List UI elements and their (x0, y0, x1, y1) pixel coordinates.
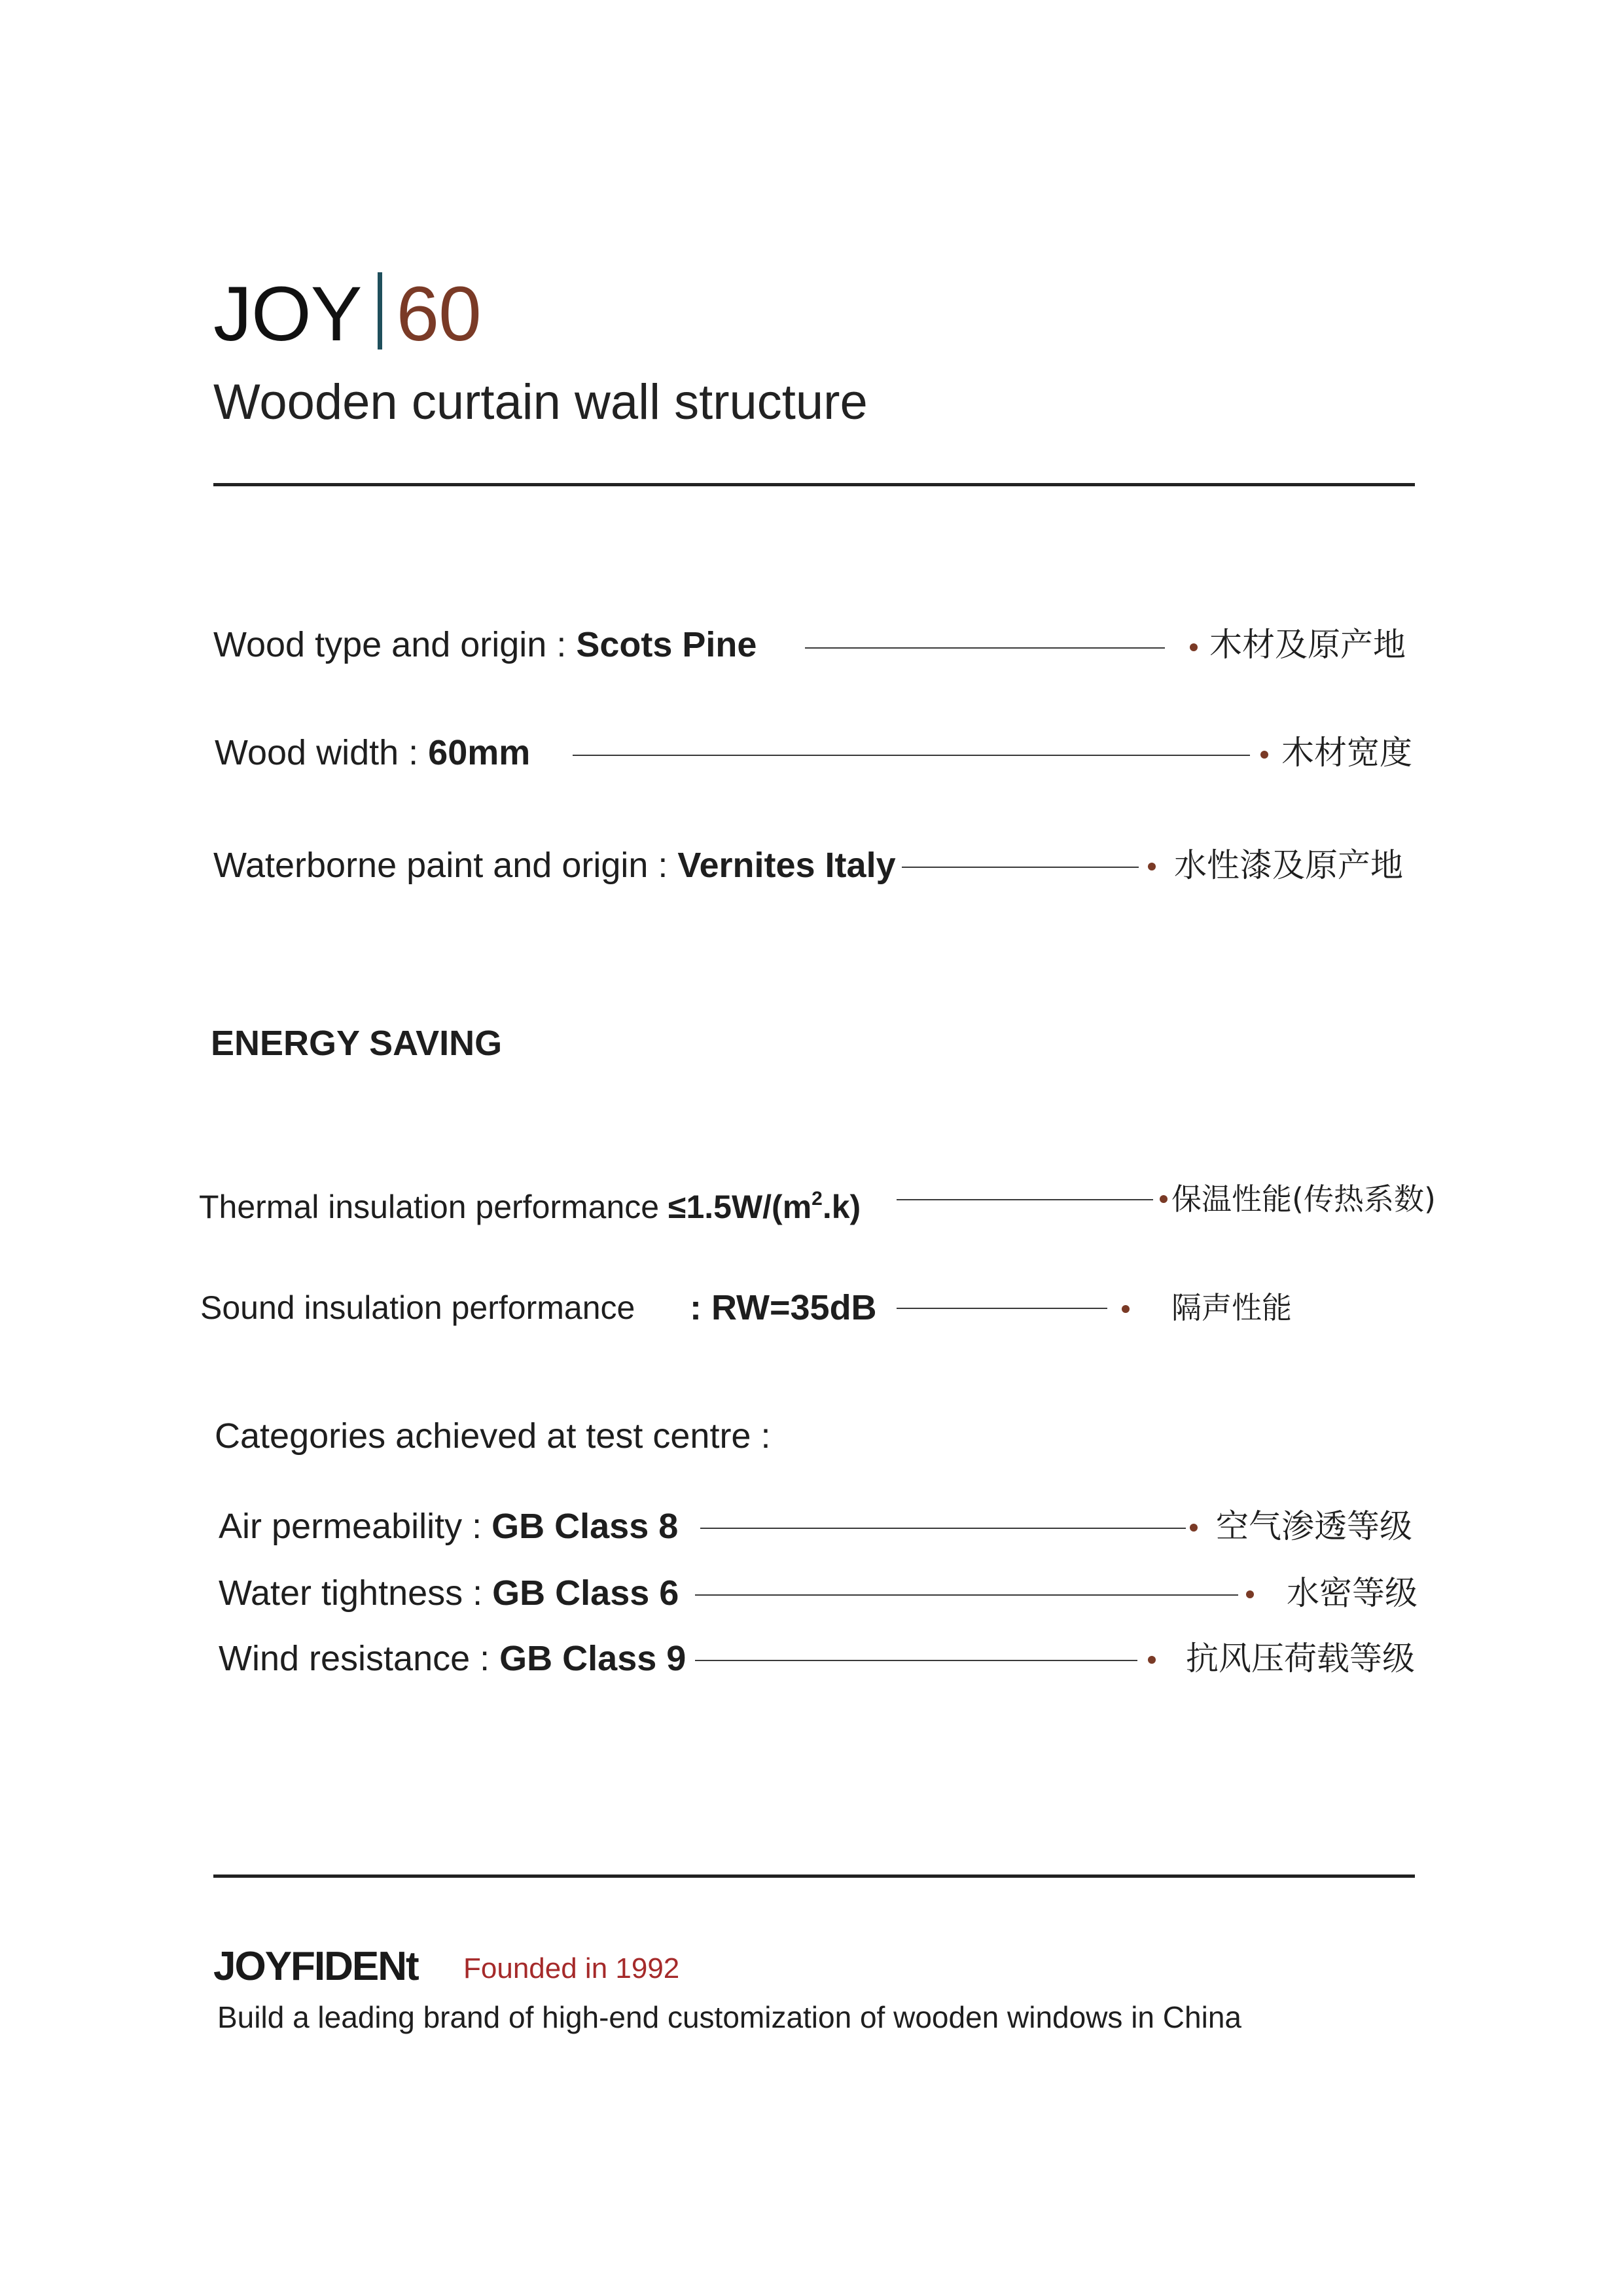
thermal-value: $\le 1.5W/(m^2.k)$ (668, 1188, 861, 1225)
category-row-wind (219, 1638, 686, 1679)
category-value: GB Class 8 (491, 1507, 679, 1546)
bullet-dot (1190, 1524, 1198, 1532)
spec-value: Vernites Italy (677, 846, 896, 885)
leader-line (695, 1594, 1238, 1596)
leader-line (897, 1199, 1153, 1200)
leader-line (700, 1528, 1186, 1529)
spec-cn-label: 水性漆及原产地 (1174, 846, 1403, 884)
bullet-dot (1260, 751, 1268, 759)
category-row-air (219, 1505, 678, 1547)
category-label: Water tightness : (219, 1573, 493, 1613)
sound-value: : RW=35dB (690, 1288, 877, 1327)
spec-value: Scots Pine (576, 625, 757, 664)
top-divider (213, 483, 1415, 486)
bullet-dot (1122, 1305, 1130, 1313)
category-label: Wind resistance : (219, 1639, 500, 1678)
spec-row-wood-width (215, 732, 530, 774)
sound-cn-label: 隔声性能 (1171, 1290, 1292, 1325)
category-value: GB Class 6 (492, 1573, 679, 1613)
bullet-dot (1160, 1195, 1168, 1203)
spec-row-paint (213, 844, 896, 886)
bullet-dot (1148, 863, 1156, 870)
categories-heading: Categories achieved at test centre : (215, 1416, 771, 1456)
spec-label: Wood type and origin : (213, 625, 577, 664)
spec-row-wood-type (213, 624, 757, 666)
page-title (213, 268, 481, 360)
category-value: GB Class 9 (499, 1639, 687, 1678)
tagline-text: Build a leading brand of high-end customization of wooden windows in China (217, 2000, 1241, 2034)
spec-cn-label: 木材宽度 (1281, 734, 1412, 772)
brand-logo: JOYFIDENt (213, 1944, 418, 1989)
category-cn-label: 空气渗透等级 (1216, 1507, 1412, 1545)
leader-line (805, 647, 1165, 649)
bullet-dot (1246, 1590, 1254, 1598)
thermal-row (199, 1178, 861, 1228)
bottom-divider (213, 1874, 1415, 1878)
spec-label: Waterborne paint and origin : (213, 846, 678, 885)
energy-saving-heading: ENERGY SAVING (211, 1024, 503, 1063)
page-subtitle: Wooden curtain wall structure (213, 374, 868, 430)
category-label: Air permeability : (219, 1507, 492, 1546)
title-joy: JOY (213, 271, 362, 357)
category-row-water (219, 1572, 679, 1614)
thermal-cn-label: 保温性能(传热系数) (1171, 1181, 1436, 1217)
thermal-label: Thermal insulation performance (199, 1189, 660, 1225)
founded-text: Founded in 1992 (463, 1952, 680, 1984)
sound-label: Sound insulation performance (200, 1289, 635, 1326)
bullet-dot (1148, 1656, 1156, 1664)
title-number: 60 (396, 271, 481, 357)
leader-line (573, 755, 1250, 756)
spec-value: 60mm (428, 733, 531, 772)
spec-label: Wood width : (215, 733, 429, 772)
leader-line (695, 1660, 1137, 1661)
category-cn-label: 抗风压荷载等级 (1186, 1640, 1415, 1677)
spec-cn-label: 木材及原产地 (1209, 626, 1406, 664)
leader-line (902, 867, 1139, 868)
title-divider (378, 272, 382, 350)
leader-line (897, 1308, 1107, 1309)
category-cn-label: 水密等级 (1287, 1574, 1418, 1612)
bullet-dot (1190, 643, 1198, 651)
